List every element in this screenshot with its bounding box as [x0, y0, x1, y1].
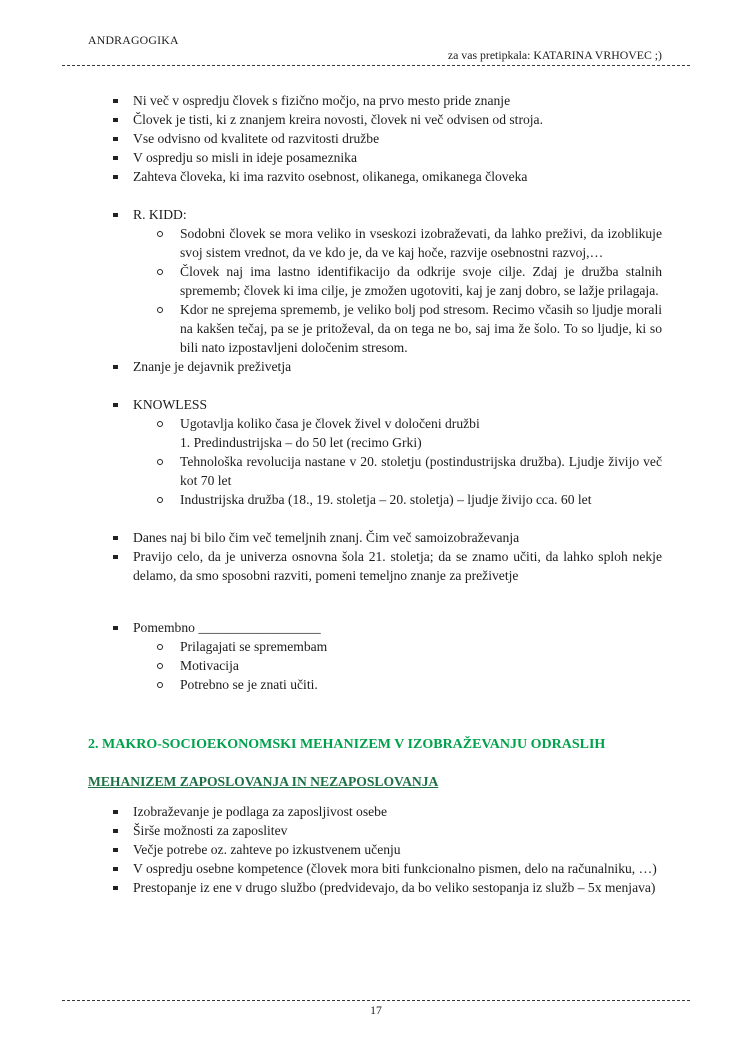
bullet-square-icon	[113, 137, 118, 142]
list-item-text: V ospredju so misli in ideje posameznika	[133, 150, 358, 165]
list-item	[88, 528, 662, 547]
list-item-text: Pravijo celo, da je univerza osnovna šola 21. stoletja; da se znamo učiti, da lahko sploh nekje delamo, da smo sposobni razviti, pomeni temeljno znanje za preživetje	[133, 549, 662, 583]
spacer	[88, 509, 662, 528]
bullet-square-icon	[113, 175, 118, 180]
bullet-circle-icon	[157, 682, 163, 688]
list-item-text: Industrijska družba (18., 19. stoletja – 20. stoletja) – ljudje živijo cca. 60 let	[180, 492, 592, 507]
bullet-square-icon	[113, 213, 118, 218]
bullet-square-icon	[113, 536, 118, 541]
list-item-text: Tehnološka revolucija nastane v 20. stoletju (postindustrijska družba). Ljudje živijo več kot 70 let	[180, 454, 662, 488]
bullet-square-icon	[113, 829, 118, 834]
spacer	[88, 585, 662, 618]
list-item	[88, 148, 662, 167]
list-item	[88, 675, 662, 694]
document-title: ANDRAGOGIKA	[88, 33, 179, 47]
bullet-circle-icon	[157, 663, 163, 669]
list-item-text: Sodobni človek se mora veliko in vseskozi izobraževati, da lahko preživi, da izoblikuje svoj sistem vrednot, da ve kdo je, da ve kaj hoče, razvije osebnostni razvoj,…	[180, 226, 662, 260]
list-item-text: Prestopanje iz ene v drugo službo (predvidevajo, da bo veliko sestopanja iz služb – 5x menjava)	[133, 880, 656, 895]
bullet-circle-icon	[157, 307, 163, 313]
list-item-text: Zahteva človeka, ki ima razvito osebnost, olikanega, omikanega človeka	[133, 169, 528, 184]
list-item-text: Človek je tisti, ki z znanjem kreira novosti, človek ni več odvisen od stroja.	[133, 112, 543, 127]
list-item-text: Potrebno se je znati učiti.	[180, 677, 318, 692]
list-item-text: R. KIDD:	[133, 207, 187, 222]
bullet-square-icon	[113, 848, 118, 853]
bullet-circle-icon	[157, 644, 163, 650]
list-item-text: Kdor ne sprejema sprememb, je veliko bolj pod stresom. Recimo včasih so ljudje morali na kakšen tečaj, pa se je pritoževal, da on tega ne bo, saj ima že šolo. To so ljudje, ki so bili nato izpostavljeni določenim stresom.	[180, 302, 662, 355]
bullet-square-icon	[113, 626, 118, 631]
bullet-circle-icon	[157, 269, 163, 275]
list-item	[88, 300, 662, 357]
list-item-text: Vse odvisno od kvalitete od razvitosti družbe	[133, 131, 380, 146]
list-item	[88, 91, 662, 110]
bullet-circle-icon	[157, 421, 163, 427]
list-item	[88, 167, 662, 186]
list-item	[88, 262, 662, 300]
list-item	[88, 802, 662, 821]
list-item-text: V ospredju osebne kompetence (človek mora biti funkcionalno pismen, delo na računalniku, …)	[133, 861, 657, 876]
list-item	[88, 224, 662, 262]
bullet-square-icon	[113, 886, 118, 891]
page-header	[62, 0, 690, 66]
list-item	[88, 547, 662, 585]
section-heading-main: 2. MAKRO-SOCIOEKONOMSKI MEHANIZEM V IZOBRAŽEVANJU ODRASLIH	[88, 737, 606, 752]
typist-credit: za vas pretipkala: KATARINA VRHOVEC ;)	[447, 48, 662, 62]
list-item-text: KNOWLESS	[133, 397, 208, 412]
list-item-text: Širše možnosti za zaposlitev	[133, 823, 288, 838]
list-item	[88, 821, 662, 840]
list-item-text: Znanje je dejavnik preživetja	[133, 359, 292, 374]
list-item	[88, 878, 662, 897]
page-footer	[62, 1000, 690, 1018]
page-number: 17	[370, 1003, 382, 1017]
list-item-text: Človek naj ima lastno identifikacijo da odkrije svoje cilje. Zdaj je družba stalnih sprememb; človek ki ima cilje, je zmožen ugotoviti, kaj je zanj dobro, se lažje prilagaja.	[180, 264, 662, 298]
spacer	[88, 376, 662, 395]
bullet-square-icon	[113, 365, 118, 370]
content	[88, 91, 662, 897]
list-item	[88, 618, 662, 637]
list-item-text: Ni več v ospredju človek s fizično močjo, na prvo mesto pride znanje	[133, 93, 511, 108]
bullet-square-icon	[113, 99, 118, 104]
list-item-text: Motivacija	[180, 658, 239, 673]
list-item-text: Danes naj bi bilo čim več temeljnih znanj. Čim več samoizobraževanja	[133, 530, 520, 545]
list-item	[88, 110, 662, 129]
list-item-text: Pomembno __________________	[133, 620, 321, 635]
list-item	[88, 129, 662, 148]
spacer	[88, 694, 662, 735]
list-item	[88, 490, 662, 509]
spacer	[88, 186, 662, 205]
list-item	[88, 859, 662, 878]
list-item	[88, 840, 662, 859]
list-item	[88, 395, 662, 414]
bullet-square-icon	[113, 555, 118, 560]
bullet-square-icon	[113, 156, 118, 161]
bullet-square-icon	[113, 810, 118, 815]
bullet-circle-icon	[157, 231, 163, 237]
list-item-text: Večje potrebe oz. zahteve po izkustvenem učenju	[133, 842, 401, 857]
list-item	[88, 357, 662, 376]
list-item	[88, 452, 662, 490]
list-item	[88, 656, 662, 675]
list-item-text: 1. Predindustrijska – do 50 let (recimo Grki)	[180, 435, 422, 450]
bullet-square-icon	[113, 867, 118, 872]
list-item-text: Izobraževanje je podlaga za zaposljivost osebe	[133, 804, 388, 819]
section-heading-sub: MEHANIZEM ZAPOSLOVANJA IN NEZAPOSLOVANJA	[88, 774, 439, 789]
list-item-text: Ugotavlja koliko časa je človek živel v določeni družbi	[180, 416, 480, 431]
list-item	[88, 414, 662, 452]
list-item	[88, 205, 662, 224]
list-item-text: Prilagajati se spremembam	[180, 639, 328, 654]
bullet-square-icon	[113, 118, 118, 123]
bullet-circle-icon	[157, 497, 163, 503]
bullet-circle-icon	[157, 459, 163, 465]
bullet-square-icon	[113, 403, 118, 408]
list-item	[88, 637, 662, 656]
